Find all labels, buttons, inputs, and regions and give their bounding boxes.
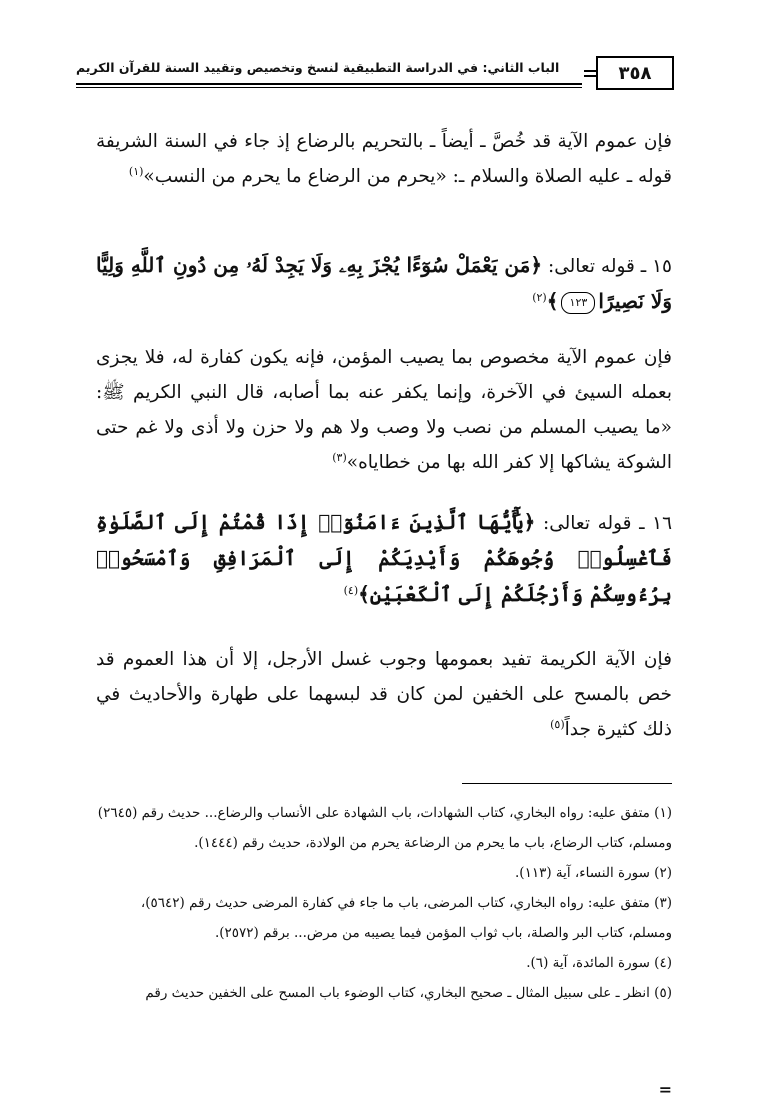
footnote-ref-1: (١)	[128, 164, 144, 178]
paragraph-3-text: فإن الآية الكريمة تفيد بعمومها وجوب غسل الأرجل، إلا أن هذا العموم قد خص بالمسح على الخفين لمن كان قد لبسهما على طهارة والأحاديث في ذلك كثيرة جداً	[96, 649, 672, 740]
paragraph-2	[96, 340, 672, 480]
page-number: ٣٥٨	[596, 56, 674, 90]
item-15	[96, 248, 672, 320]
paragraph-3	[96, 642, 672, 747]
header-rule	[76, 83, 582, 85]
footnote-ref-3: (٣)	[332, 450, 347, 464]
footnote-separator	[462, 783, 672, 784]
footnote-2: (٢) سورة النساء، آية (١١٣).	[515, 865, 672, 881]
footnote-1: (١) متفق عليه: رواه البخاري، كتاب الشهادات، باب الشهادة على الأنساب والرضاع... حديث رقم (٢٦٤٥) ومسلم، كتاب الرضاع، باب ما يحرم من الرضاعة يحرم من الولادة، حديث رقم (١٤٤٤).	[97, 805, 672, 851]
footnote-ref-5: (٥)	[550, 717, 565, 731]
paragraph-1-text: فإن عموم الآية قد خُصَّ ـ أيضاً ـ بالتحريم بالرضاع إذ جاء في السنة الشريفة قوله ـ عليه الصلاة والسلام ـ: «يحرم من الرضاع ما يحرم من النسب»	[96, 131, 672, 187]
page-header	[76, 56, 674, 90]
item-16-verse: ﴿يَٰٓأَيُّهَا ٱلَّذِينَ ءَامَنُوٓا۟ إِذَا قُمْتُمْ إِلَى ٱلصَّلَوٰةِ فَٱغْسِلُوا۟ وُجُوهَكُمْ وَأَيْدِيَكُمْ إِلَى ٱلْمَرَافِقِ وَٱمْسَحُوا۟ بِرُءُوسِكُمْ وَأَرْجُلَكُمْ إِلَى ٱلْكَعْبَيْنِ﴾	[96, 510, 672, 606]
running-title: الباب الثاني: في الدراسة التطبيقية لنسخ وتخصيص وتقييد السنة للقرآن الكريم	[76, 60, 560, 75]
footnote-ref-4: (٤)	[343, 583, 359, 597]
footnote-5: (٥) انظر ـ على سبيل المثال ـ صحيح البخاري، كتاب الوضوء باب المسح على الخفين حديث رقم	[145, 985, 672, 1001]
continuation-mark: =	[658, 1080, 672, 1099]
ayah-number-mark: ١٢٣	[561, 292, 595, 314]
item-15-verse: ﴿مَن يَعْمَلْ سُوٓءًا يُجْزَ بِهِۦ وَلَا يَجِدْ لَهُۥ مِن دُونِ ٱللَّهِ وَلِيًّا وَلَا نَصِيرًا	[96, 253, 672, 313]
item-16-label: ١٦ ـ قوله تعالى:	[542, 513, 673, 534]
header-rule-thin	[76, 87, 582, 88]
item-16	[96, 505, 672, 613]
footnote-4: (٤) سورة المائدة، آية (٦).	[526, 955, 672, 971]
item-15-verse-close: ﴾	[546, 289, 559, 313]
footnotes	[96, 798, 672, 1008]
item-15-label: ١٥ ـ قوله تعالى:	[547, 256, 672, 277]
paragraph-1	[96, 124, 672, 194]
footnote-ref-2: (٢)	[532, 290, 547, 304]
footnote-3: (٣) متفق عليه: رواه البخاري، كتاب المرضى، باب ما جاء في كفارة المرضى حديث رقم (٥٦٤٢)، ومسلم، كتاب البر والصلة، باب ثواب المؤمن فيما يصيبه من مرض... برقم (٢٥٧٢).	[140, 895, 672, 941]
paragraph-2-text: فإن عموم الآية مخصوص بما يصيب المؤمن، فإنه يكون كفارة له، فلا يجزى بعمله السيئ في الآخرة، وإنما يكفر عنه بما أصابه، قال النبي الكريم ﷺ: «ما يصيب المسلم من نصب ولا وصب ولا هم ولا حزن ولا أذى ولا غم حتى الشوكة يشاكها إلا كفر الله بها من خطاياه»	[96, 347, 672, 473]
